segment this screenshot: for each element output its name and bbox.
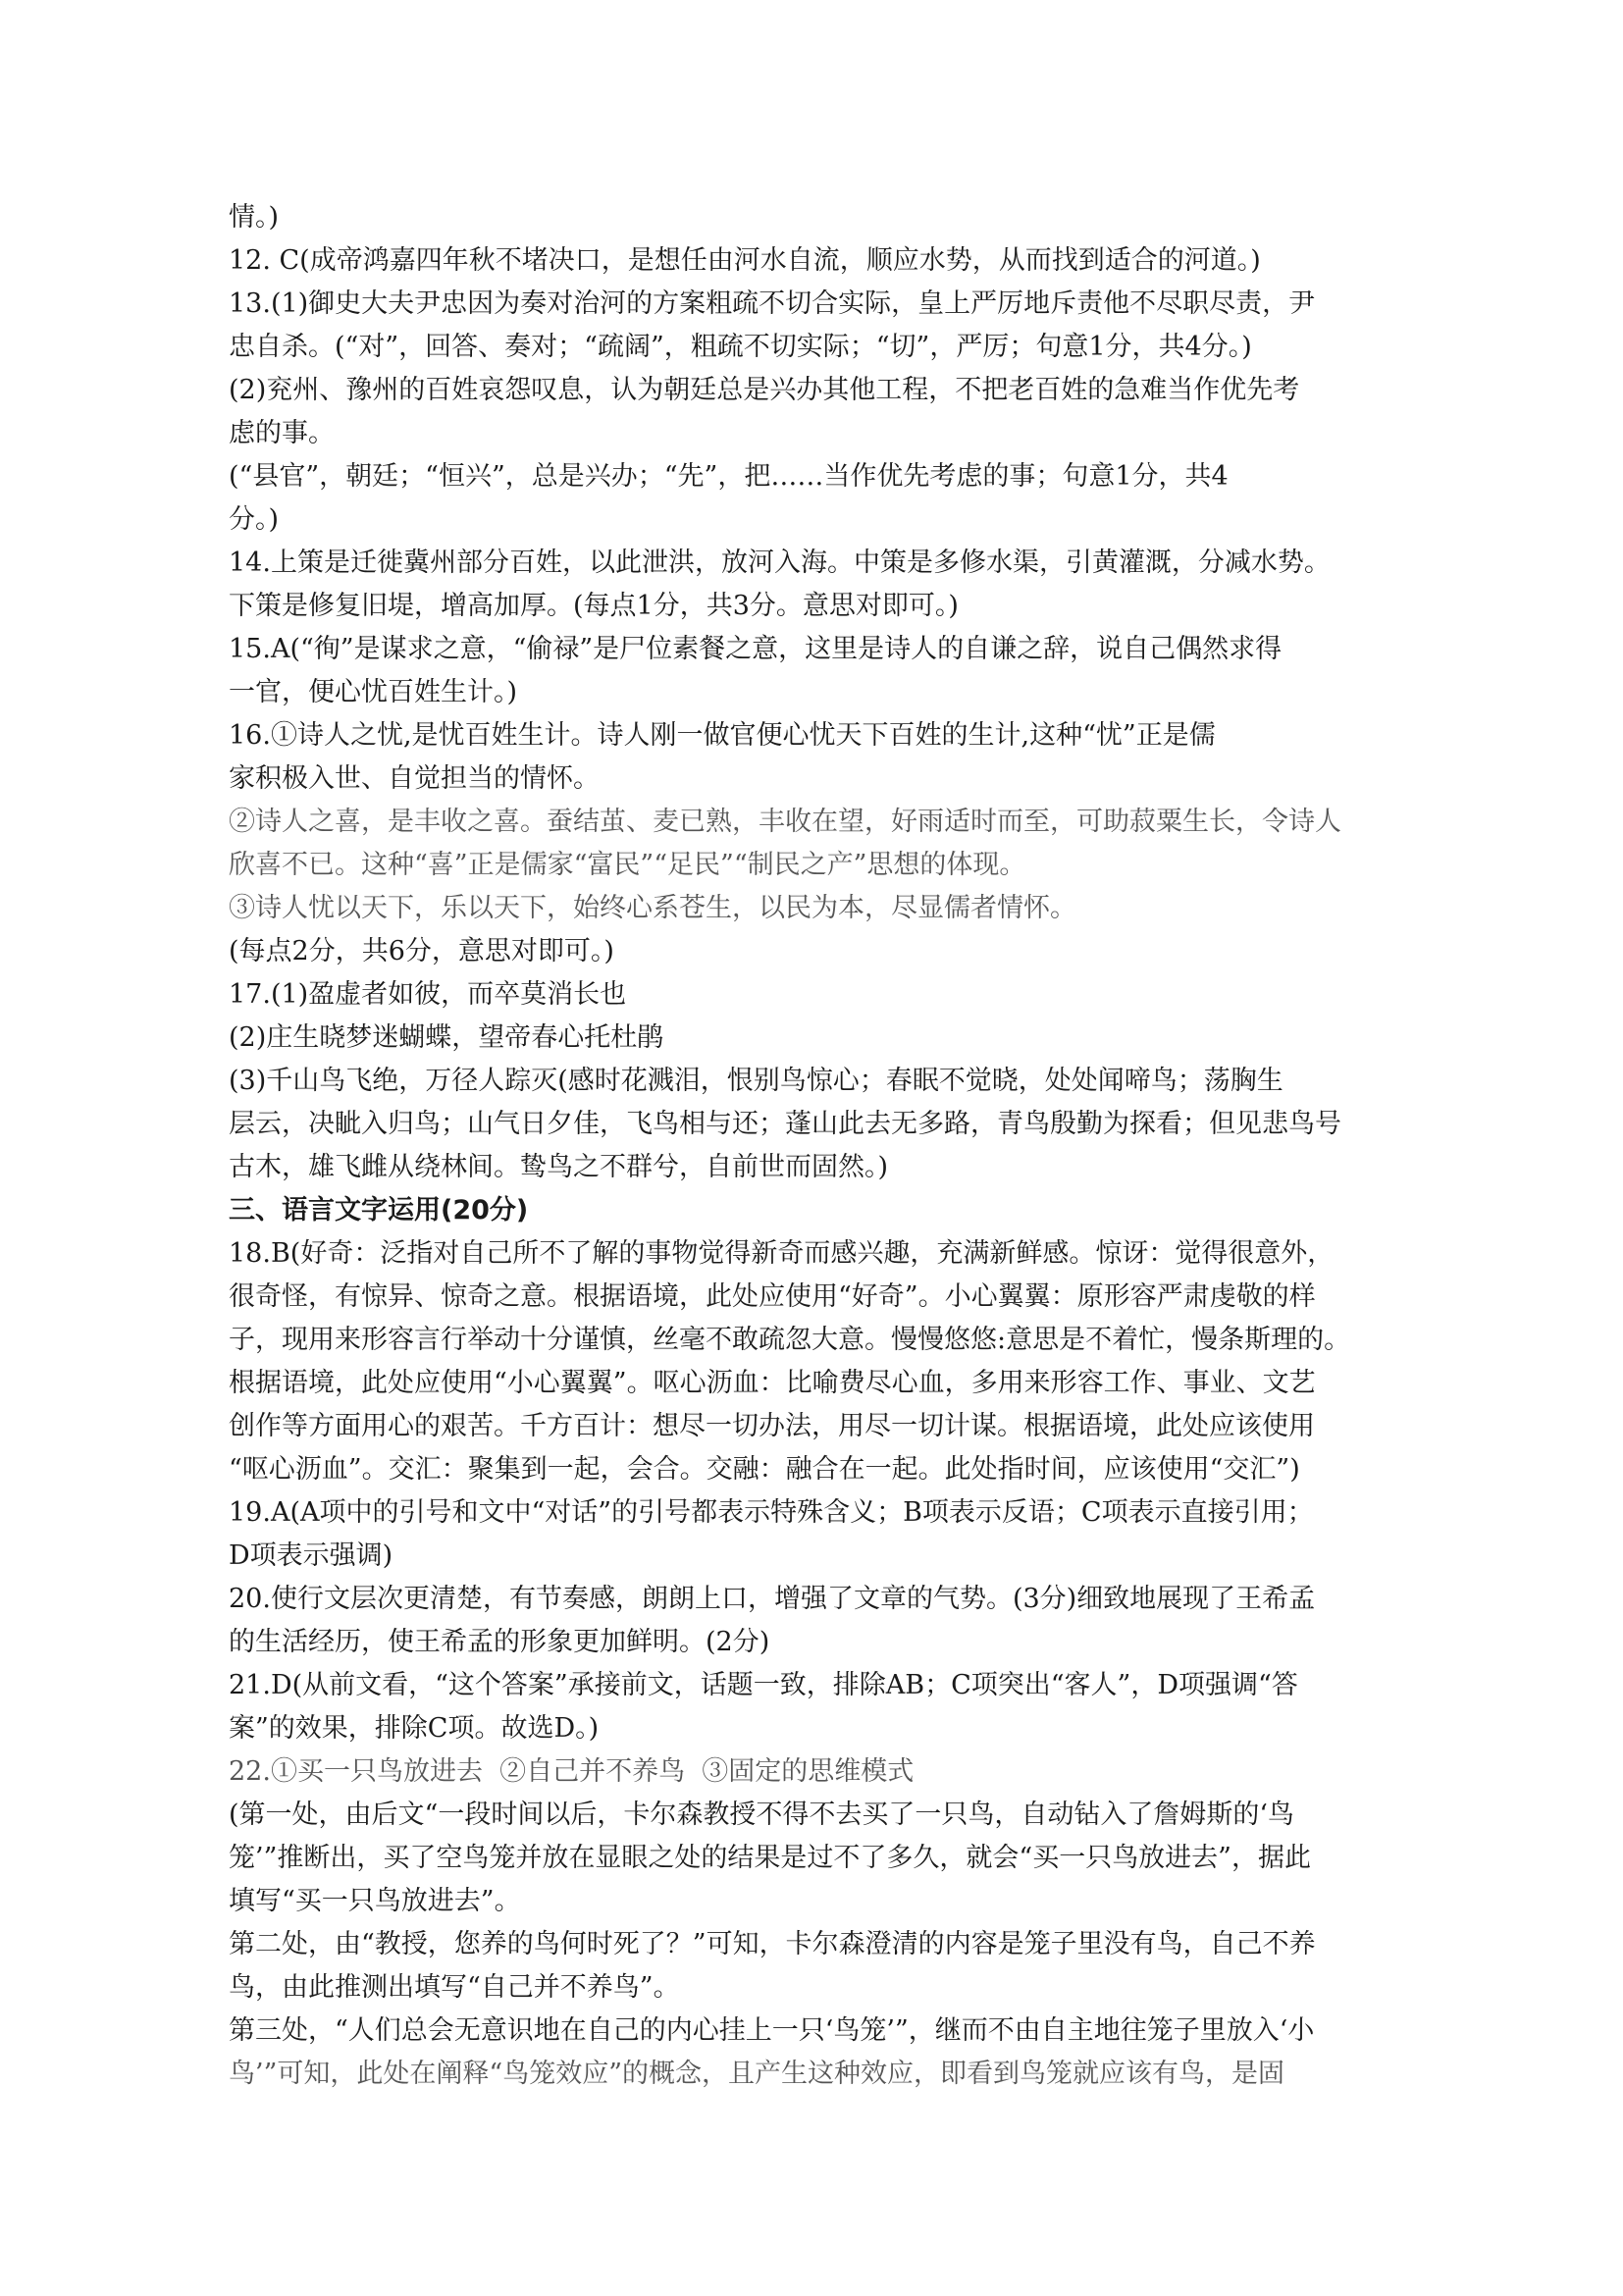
- text-line: 的生活经历，使王希孟的形象更加鲜明。(2分): [229, 1627, 770, 1657]
- text-line: 案”的效果，排除C项。故选D。): [229, 1713, 600, 1744]
- text-line: (“县官”，朝廷；“恒兴”，总是兴办；“先”，把……当作优先考虑的事；句意1分，共4: [229, 461, 1229, 492]
- answer-16: 16.①诗人之忧,是忧百姓生计。诗人刚一做官便心忧天下百姓的生计,这种“忧”正是儒: [229, 720, 1216, 751]
- text-line: 根据语境，此处应使用“小心翼翼”。呕心沥血：比喻费尽心血，多用来形容工作、事业、文艺: [229, 1368, 1316, 1398]
- section-heading: 三、语言文字运用(20分): [229, 1195, 529, 1226]
- text-line: ③诗人忧以天下，乐以天下，始终心系苍生，以民为本，尽显儒者情怀。: [229, 893, 1076, 923]
- text-line: 子，现用来形容言行举动十分谨慎，丝毫不敢疏忽大意。慢慢悠悠:意思是不着忙，慢条斯理的。: [229, 1325, 1351, 1355]
- text-line: 填写“买一只鸟放进去”。: [229, 1886, 521, 1916]
- answer-12: 12. C(成帝鸿嘉四年秋不堵决口，是想任由河水自流，顺应水势，从而找到适合的河道。): [229, 245, 1261, 276]
- text-line: “呕心沥血”。交汇：聚集到一起，会合。交融：融合在一起。此处指时间，应该使用“交汇”): [229, 1454, 1300, 1485]
- text-line: (第一处，由后文“一段时间以后，卡尔森教授不得不去买了一只鸟，自动钻入了詹姆斯的‘鸟: [229, 1800, 1294, 1830]
- text-line: 鸟，由此推测出填写“自己并不养鸟”。: [229, 1972, 680, 2003]
- text-line: 鸟’”可知，此处在阐释“鸟笼效应”的概念，且产生这种效应，即看到鸟笼就应该有鸟，是固: [229, 2059, 1284, 2089]
- text-line: 古木，雄飞雌从绕林间。鸷鸟之不群兮，自前世而固然。): [229, 1152, 889, 1182]
- text-line: 第二处，由“教授，您养的鸟何时死了？”可知，卡尔森澄清的内容是笼子里没有鸟，自己不养: [229, 1929, 1316, 1959]
- text-line: 忠自杀。(“对”，回答、奏对；“疏阔”，粗疏不切实际；“切”，严厉；句意1分，共4分。): [229, 332, 1252, 362]
- answer-14: 14.上策是迁徙冀州部分百姓，以此泄洪，放河入海。中策是多修水渠，引黄灌溉，分减水势。: [229, 548, 1331, 578]
- text-line: 很奇怪，有惊异、惊奇之意。根据语境，此处应使用“好奇”。小心翼翼：原形容严肃虔敬的样: [229, 1281, 1316, 1312]
- text-line: (3)千山鸟飞绝，万径人踪灭(感时花溅泪，恨别鸟惊心；春眠不觉晓，处处闻啼鸟；荡胸生: [229, 1066, 1283, 1096]
- text-line: ②诗人之喜，是丰收之喜。蚕结茧、麦已熟，丰收在望，好雨适时而至，可助菽粟生长，令诗人: [229, 807, 1341, 837]
- answer-22: 22.①买一只鸟放进去 ②自己并不养鸟 ③固定的思维模式: [229, 1756, 915, 1787]
- text-line: 创作等方面用心的艰苦。千方百计：想尽一切办法，用尽一切计谋。根据语境，此处应该使用: [229, 1411, 1315, 1441]
- answer-15: 15.A(“徇”是谋求之意，“偷禄”是尸位素餐之意，这里是诗人的自谦之辞，说自己偶然求得: [229, 634, 1283, 664]
- answer-19: 19.A(A项中的引号和文中“对话”的引号都表示特殊含义；B项表示反语；C项表示直接引用；: [229, 1497, 1314, 1528]
- text-line: 分。): [229, 504, 280, 535]
- text-line: 笼’”推断出，买了空鸟笼并放在显眼之处的结果是过不了多久，就会“买一只鸟放进去”，据此: [229, 1843, 1311, 1873]
- text-line: 下策是修复旧堤，增高加厚。(每点1分，共3分。意思对即可。): [229, 591, 959, 621]
- answer-20: 20.使行文层次更清楚，有节奏感，朗朗上口，增强了文章的气势。(3分)细致地展现了王希孟: [229, 1584, 1316, 1614]
- answer-text-block: [229, 196, 1436, 2096]
- answer-18: 18.B(好奇：泛指对自己所不了解的事物觉得新奇而感兴趣，充满新鲜感。惊讶：觉得很意外，: [229, 1238, 1335, 1269]
- text-line: 欣喜不已。这种“喜”正是儒家“富民”“足民”“制民之产”思想的体现。: [229, 850, 1026, 880]
- text-line: 家积极入世、自觉担当的情怀。: [229, 763, 600, 794]
- text-line: 情。): [229, 202, 280, 233]
- text-line: (2)庄生晓梦迷蝴蝶，望帝春心托杜鹃: [229, 1022, 664, 1053]
- text-line: (每点2分，共6分，意思对即可。): [229, 936, 614, 966]
- text-line: 虑的事。: [229, 418, 335, 448]
- answer-21: 21.D(从前文看，“这个答案”承接前文，话题一致，排除AB；C项突出“客人”，D项强调“答: [229, 1670, 1298, 1700]
- text-line: D项表示强调): [229, 1540, 393, 1571]
- answer-13-part1: 13.(1)御史大夫尹忠因为奏对治河的方案粗疏不切合实际，皇上严厉地斥责他不尽职尽责，尹: [229, 288, 1316, 319]
- text-line: 第三处，“人们总会无意识地在自己的内心挂上一只‘鸟笼’”，继而不由自主地往笼子里放入‘小: [229, 2015, 1315, 2046]
- answer-13-part2: (2)兖州、豫州的百姓哀怨叹息，认为朝廷总是兴办其他工程，不把老百姓的急难当作优先考: [229, 375, 1300, 405]
- answer-17: 17.(1)盈虚者如彼，而卒莫消长也: [229, 979, 627, 1010]
- text-line: 层云，决眦入归鸟；山气日夕佳，飞鸟相与还；蓬山此去无多路，青鸟殷勤为探看；但见悲鸟号: [229, 1109, 1341, 1139]
- text-line: 一官，便心忧百姓生计。): [229, 677, 518, 707]
